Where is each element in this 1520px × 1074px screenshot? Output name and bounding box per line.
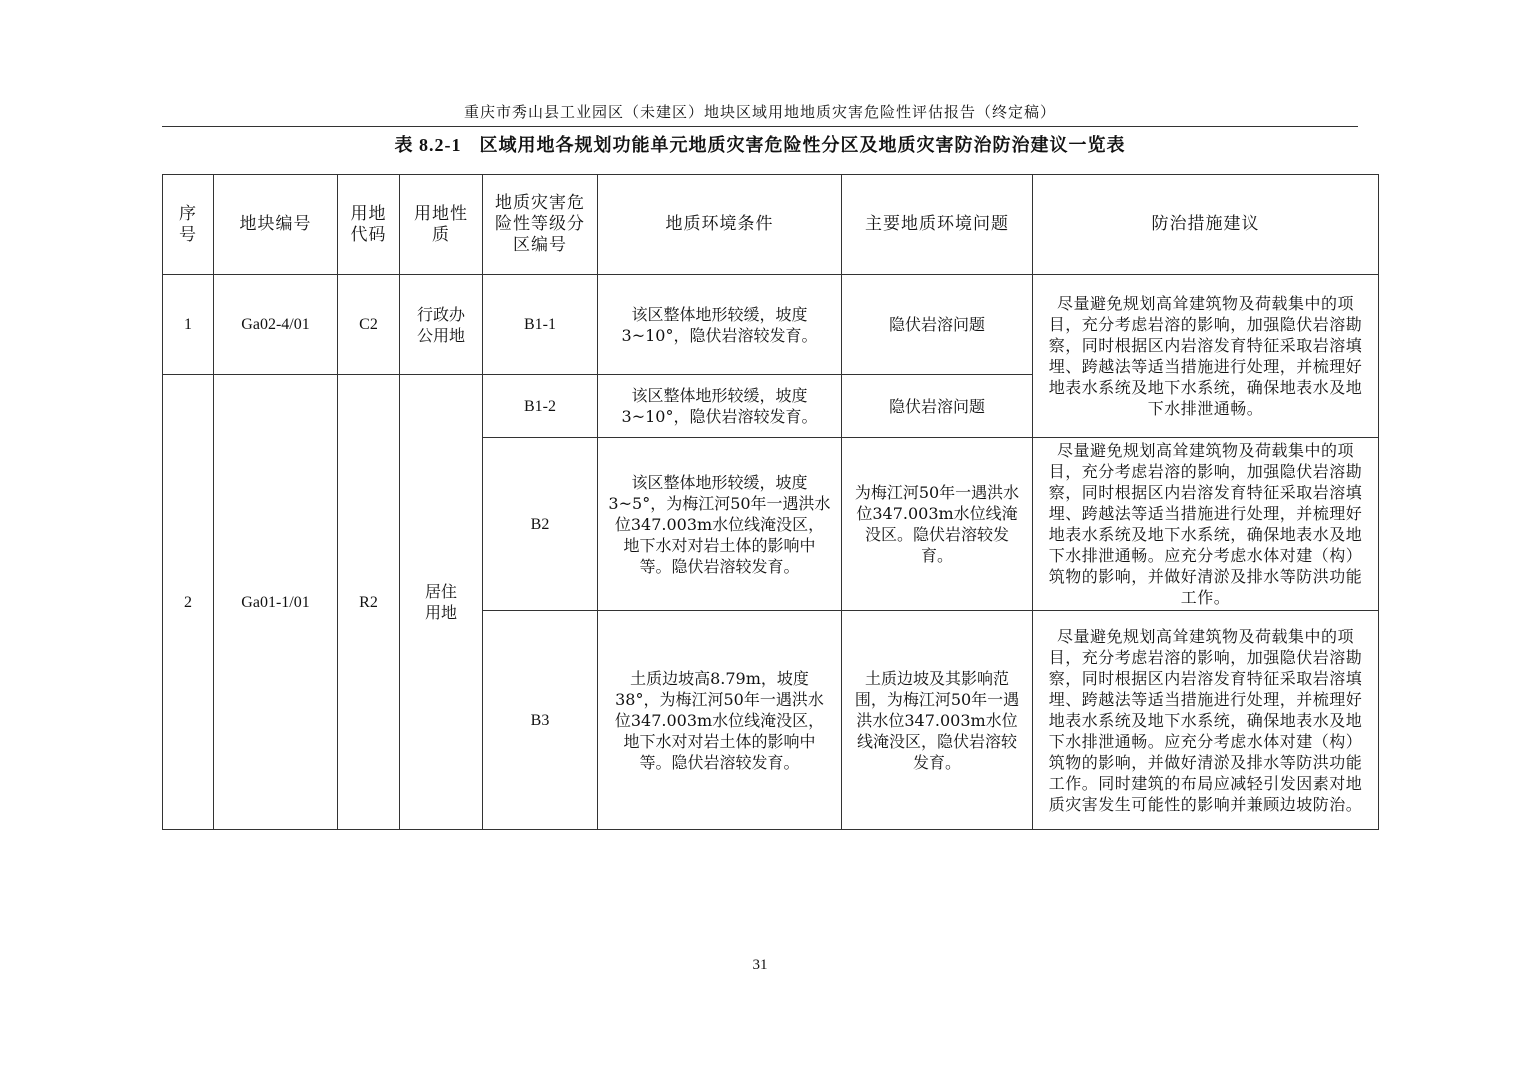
header-zone-code: 地质灾害危险性等级分区编号 xyxy=(483,175,598,275)
row-main-issues: 隐伏岩溶问题 xyxy=(842,275,1033,375)
header-rule xyxy=(162,126,1358,127)
row-env-conditions: 该区整体地形较缓，坡度3~10°，隐伏岩溶较发育。 xyxy=(598,275,842,375)
row-parcel-code: Ga01-1/01 xyxy=(214,375,338,830)
row-main-issues: 土质边坡及其影响范围，为梅江河50年一遇洪水位347.003m水位线淹没区，隐伏岩溶较发育。 xyxy=(842,611,1033,830)
row-env-conditions: 该区整体地形较缓，坡度3~10°，隐伏岩溶较发育。 xyxy=(598,375,842,438)
table-title-text: 区域用地各规划功能单元地质灾害危险性分区及地质灾害防治防治建议一览表 xyxy=(479,135,1126,156)
row-land-code: R2 xyxy=(338,375,400,830)
header-measures: 防治措施建议 xyxy=(1033,175,1379,275)
header-main-issues: 主要地质环境问题 xyxy=(842,175,1033,275)
row-main-issues: 隐伏岩溶问题 xyxy=(842,375,1033,438)
measures-group-b1: 尽量避免规划高耸建筑物及荷载集中的项目，充分考虑岩溶的影响，加强隐伏岩溶勘察，同时根据区内岩溶发育特征采取岩溶填埋、跨越法等适当措施进行处理，并梳理好地表水系统及地下水系统，确保地表水及地下水排泄通畅。 xyxy=(1033,275,1379,438)
row-zone-code: B1-2 xyxy=(483,375,598,438)
header-parcel-code: 地块编号 xyxy=(214,175,338,275)
header-land-nature: 用地性质 xyxy=(400,175,483,275)
hazard-zoning-table xyxy=(162,174,1379,830)
table-title xyxy=(0,131,1520,157)
row-land-code: C2 xyxy=(338,275,400,375)
row-zone-code: B2 xyxy=(483,438,598,611)
table-number: 表 8.2-1 xyxy=(394,135,462,155)
measures-b2: 尽量避免规划高耸建筑物及荷载集中的项目，充分考虑岩溶的影响，加强隐伏岩溶勘察，同时根据区内岩溶发育特征采取岩溶填埋、跨越法等适当措施进行处理，并梳理好地表水系统及地下水系统，确保地表水及地下水排泄通畅。应充分考虑水体对建（构）筑物的影响，并做好清淤及排水等防洪功能工作。 xyxy=(1033,438,1379,611)
header-env-conditions: 地质环境条件 xyxy=(598,175,842,275)
header-land-code: 用地代码 xyxy=(338,175,400,275)
row-seq: 1 xyxy=(163,275,214,375)
row-zone-code: B1-1 xyxy=(483,275,598,375)
row-land-nature: 居住用地 xyxy=(400,375,483,830)
row-zone-code: B3 xyxy=(483,611,598,830)
row-env-conditions: 土质边坡高8.79m，坡度38°，为梅江河50年一遇洪水位347.003m水位线淹没区，地下水对对岩土体的影响中等。隐伏岩溶较发育。 xyxy=(598,611,842,830)
row-env-conditions: 该区整体地形较缓，坡度3~5°，为梅江河50年一遇洪水位347.003m水位线淹没区，地下水对对岩土体的影响中等。隐伏岩溶较发育。 xyxy=(598,438,842,611)
measures-b3: 尽量避免规划高耸建筑物及荷载集中的项目，充分考虑岩溶的影响，加强隐伏岩溶勘察，同时根据区内岩溶发育特征采取岩溶填埋、跨越法等适当措施进行处理，并梳理好地表水系统及地下水系统，确保地表水及地下水排泄通畅。应充分考虑水体对建（构）筑物的影响，并做好清淤及排水等防洪功能工作。同时建筑的布局应减轻引发因素对地质灾害发生可能性的影响并兼顾边坡防治。 xyxy=(1033,611,1379,830)
row-seq: 2 xyxy=(163,375,214,830)
running-header: 重庆市秀山县工业园区（未建区）地块区域用地地质灾害危险性评估报告（终定稿） xyxy=(463,103,1056,121)
page-number: 31 xyxy=(752,957,768,973)
header-row xyxy=(163,175,1379,275)
header-seq: 序号 xyxy=(163,175,214,275)
row-parcel-code: Ga02-4/01 xyxy=(214,275,338,375)
row-land-nature: 行政办公用地 xyxy=(400,275,483,375)
row-main-issues: 为梅江河50年一遇洪水位347.003m水位线淹没区。隐伏岩溶较发育。 xyxy=(842,438,1033,611)
table-row xyxy=(163,275,1379,375)
